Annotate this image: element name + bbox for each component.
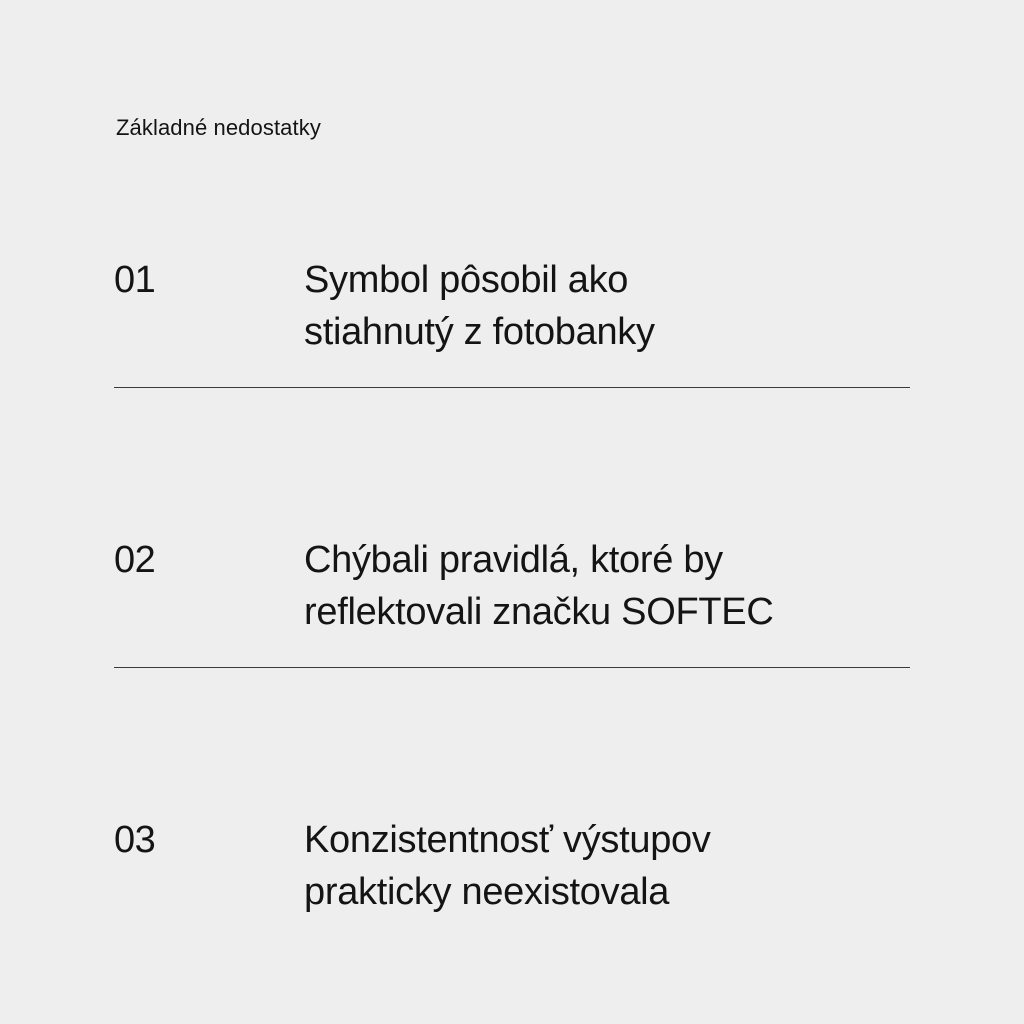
item-text-line: reflektovali značku SOFTEC	[304, 591, 774, 633]
item-text	[304, 254, 904, 358]
item-number: 03	[114, 819, 156, 861]
item-text	[304, 814, 904, 918]
item-number: 01	[114, 259, 156, 301]
item-text	[304, 534, 904, 638]
item-number: 02	[114, 539, 156, 581]
divider	[114, 387, 910, 388]
divider	[114, 667, 910, 668]
section-heading: Základné nedostatky	[116, 115, 321, 140]
item-text-line: Konzistentnosť výstupov	[304, 819, 711, 861]
item-text-line: Symbol pôsobil ako	[304, 259, 629, 301]
item-text-line: Chýbali pravidlá, ktoré by	[304, 539, 723, 581]
item-text-line: stiahnutý z fotobanky	[304, 311, 655, 353]
item-text-line: prakticky neexistovala	[304, 871, 670, 913]
